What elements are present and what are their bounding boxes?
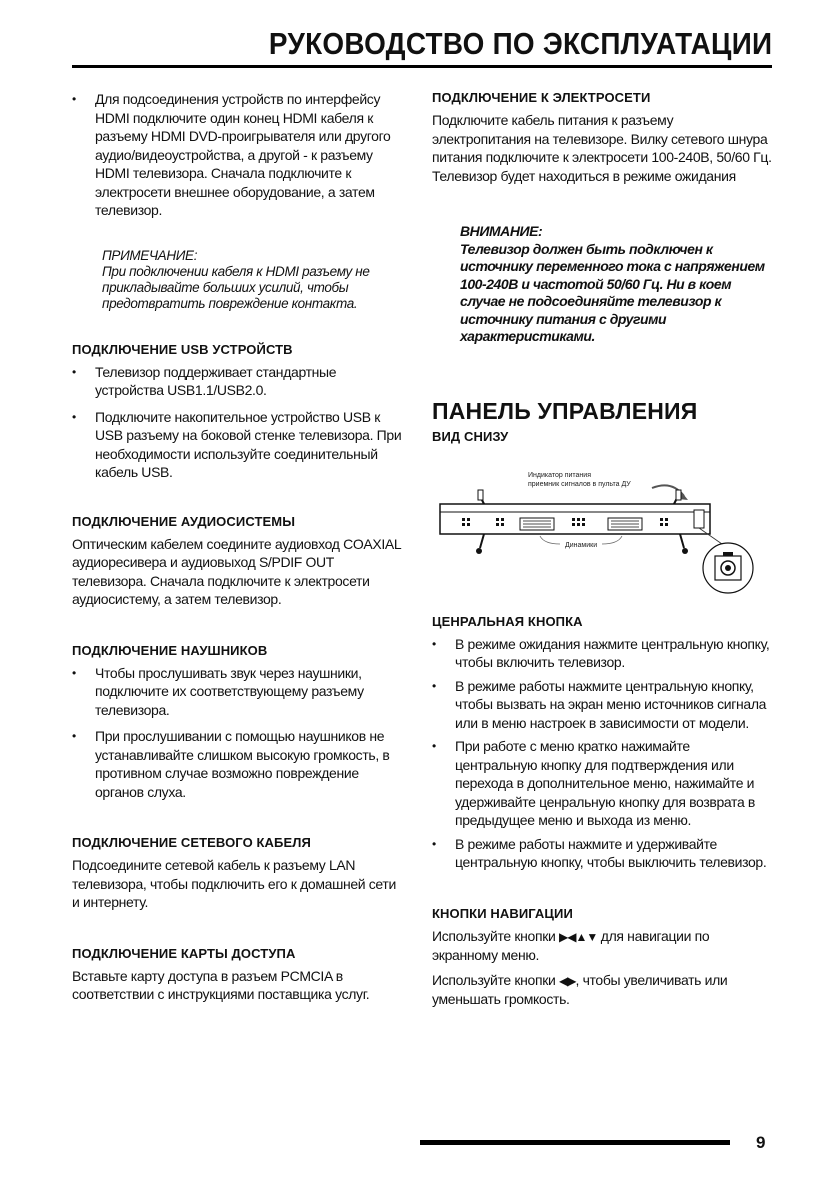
nav-text-2-after: , чтобы увеличивать или уменьшать громкость. xyxy=(432,971,728,1007)
center-button-bullet-2: • В режиме работы нажмите центральную кнопку, чтобы вызвать на экран меню источников сигнала или в меню настроек в зависимости от модели. xyxy=(432,677,772,733)
audio-heading: ПОДКЛЮЧЕНИЕ АУДИОСИСТЕМЫ xyxy=(72,513,296,529)
right-column xyxy=(432,90,772,1009)
card-text: Вставьте карту доступа в разъем PCMCIA в соответствии с инструкциями поставщика услуг. xyxy=(72,967,370,1002)
tv-bottom-drawing xyxy=(432,466,772,596)
title-rule xyxy=(72,65,772,68)
lan-heading: ПОДКЛЮЧЕНИЕ СЕТЕВОГО КАБЕЛЯ xyxy=(72,835,311,850)
speaker-bracket-right xyxy=(602,536,622,544)
center-button-heading: ЦЕНРАЛЬНАЯ КНОПКА xyxy=(432,613,583,629)
leg-left xyxy=(480,534,484,548)
audio-text: Оптическим кабелем соедините аудиовход COAXIAL аудиоресивера и аудиовыход S/PDIF OUT телевизора. Сначала подключите к электросети аудиосистему, а затем телевизор. xyxy=(72,535,401,607)
knob-housing xyxy=(694,510,704,528)
diagram-label-power: Индикатор питания xyxy=(528,471,591,479)
usb-bullet-1: • Телевизор поддерживает стандартные устройства USB1.1/USB2.0. xyxy=(72,363,402,400)
nav-text-1-before: Используйте кнопки xyxy=(432,927,560,944)
page-title: РУКОВОДСТВО ПО ЭКСПЛУАТАЦИИ xyxy=(268,26,772,61)
nav-heading: КНОПКИ НАВИГАЦИИ xyxy=(432,905,573,921)
nav-text-2-before: Используйте кнопки xyxy=(432,971,560,988)
note-label: ПРИМЕЧАНИЕ: xyxy=(102,247,198,263)
card-heading: ПОДКЛЮЧЕНИЕ КАРТЫ ДОСТУПА xyxy=(72,945,296,961)
foot-right xyxy=(682,548,688,554)
warning-label: ВНИМАНИЕ: xyxy=(460,223,543,239)
volume-arrows-icon: ◀▶ xyxy=(559,973,576,988)
hdmi-list xyxy=(72,90,402,220)
speaker-bracket-left xyxy=(540,536,560,544)
headphones-list xyxy=(72,664,402,802)
panel-heading: ПАНЕЛЬ УПРАВЛЕНИЯ xyxy=(432,397,698,424)
center-button-list xyxy=(432,635,772,872)
lan-text: Подсоедините сетевой кабель к разъему LAN телевизора, чтобы подключить его к домашней сети и интернету. xyxy=(72,857,396,910)
center-button-bullet-4: • В режиме работы нажмите и удерживайте центральную кнопку, чтобы выключить телевизор. xyxy=(432,835,772,872)
foot-left xyxy=(476,548,482,554)
leg-right xyxy=(680,534,684,548)
warning-text: Телевизор должен быть подключен к источнику переменного тока с напряжением 100-240В и частотой 50/60 Гц. Ни в коем случае не подсоединяйте телевизор к источнику питания с другими характеристиками. xyxy=(460,240,765,344)
power-heading: ПОДКЛЮЧЕНИЕ К ЭЛЕКТРОСЕТИ xyxy=(432,90,651,105)
nav-text-1 xyxy=(432,927,772,965)
diagram-label-remote: приемник сигналов в пульта ДУ xyxy=(528,480,631,488)
nav-arrows-icon: ▶◀▲▼ xyxy=(559,929,598,944)
center-button-bullet-1: • В режиме ожидания нажмите центральную кнопку, чтобы включить телевизор. xyxy=(432,635,772,672)
power-text: Подключите кабель питания к разъему электропитания на телевизоре. Вилку сетевого шнура питания подключите к электросети 100-240В, 50/60 Гц. Телевизор будет находиться в режиме ожидания xyxy=(432,112,772,184)
usb-list xyxy=(72,363,402,482)
stand-left-cap xyxy=(478,490,483,500)
nav-text-1-after: для навигации по экранному меню. xyxy=(432,927,710,963)
usb-bullet-2: • Подключите накопительное устройство USB к USB разъему на боковой стенке телевизора. При необходимости используйте соединительный кабель USB. xyxy=(72,408,402,482)
page-number: 9 xyxy=(756,1133,766,1152)
headphones-heading: ПОДКЛЮЧЕНИЕ НАУШНИКОВ xyxy=(72,642,268,658)
diagram-label-speakers: Динамики xyxy=(565,541,598,549)
center-button-bullet-3: • При работе с меню кратко нажимайте центральную кнопку для подтверждения или перехода в дополнительное меню, нажимайте и удерживайте ценральную кнопку для возврата в предыдущее меню и выхода из меню. xyxy=(432,737,772,830)
footer-rule xyxy=(420,1140,730,1145)
headphones-bullet-2: • При прослушивании с помощью наушников не устанавливайте слишком высокую громкость, в противном случае возможно повреждение органов слуха. xyxy=(72,727,402,801)
tv-bottom-diagram xyxy=(432,466,772,596)
hdmi-note xyxy=(102,248,402,312)
headphones-bullet-1: • Чтобы прослушивать звук через наушники, подключите их соответствующему разъему телевизора. xyxy=(72,664,402,720)
hdmi-bullet: • Для подсоединения устройств по интерфейсу HDMI подключите один конец HDMI кабеля к разъему HDMI DVD-проигрывателя или другого аудио/видеоустройства, а другой - к разъему HDMI телевизора. Сначала подключите к электросети внешнее оборудование, а затем телевизор. xyxy=(72,90,402,220)
stand-right-cap xyxy=(676,490,681,500)
panel-subheading: ВИД СНИЗУ xyxy=(432,428,509,444)
usb-heading: ПОДКЛЮЧЕНИЕ USB УСТРОЙСТВ xyxy=(72,341,293,357)
left-column xyxy=(72,90,402,1004)
note-text: При подключении кабеля к HDMI разъему не прикладывайте больших усилий, чтобы предотвратить повреждение контакта. xyxy=(102,263,370,311)
warning-block xyxy=(460,223,772,346)
nav-text-2 xyxy=(432,971,772,1009)
